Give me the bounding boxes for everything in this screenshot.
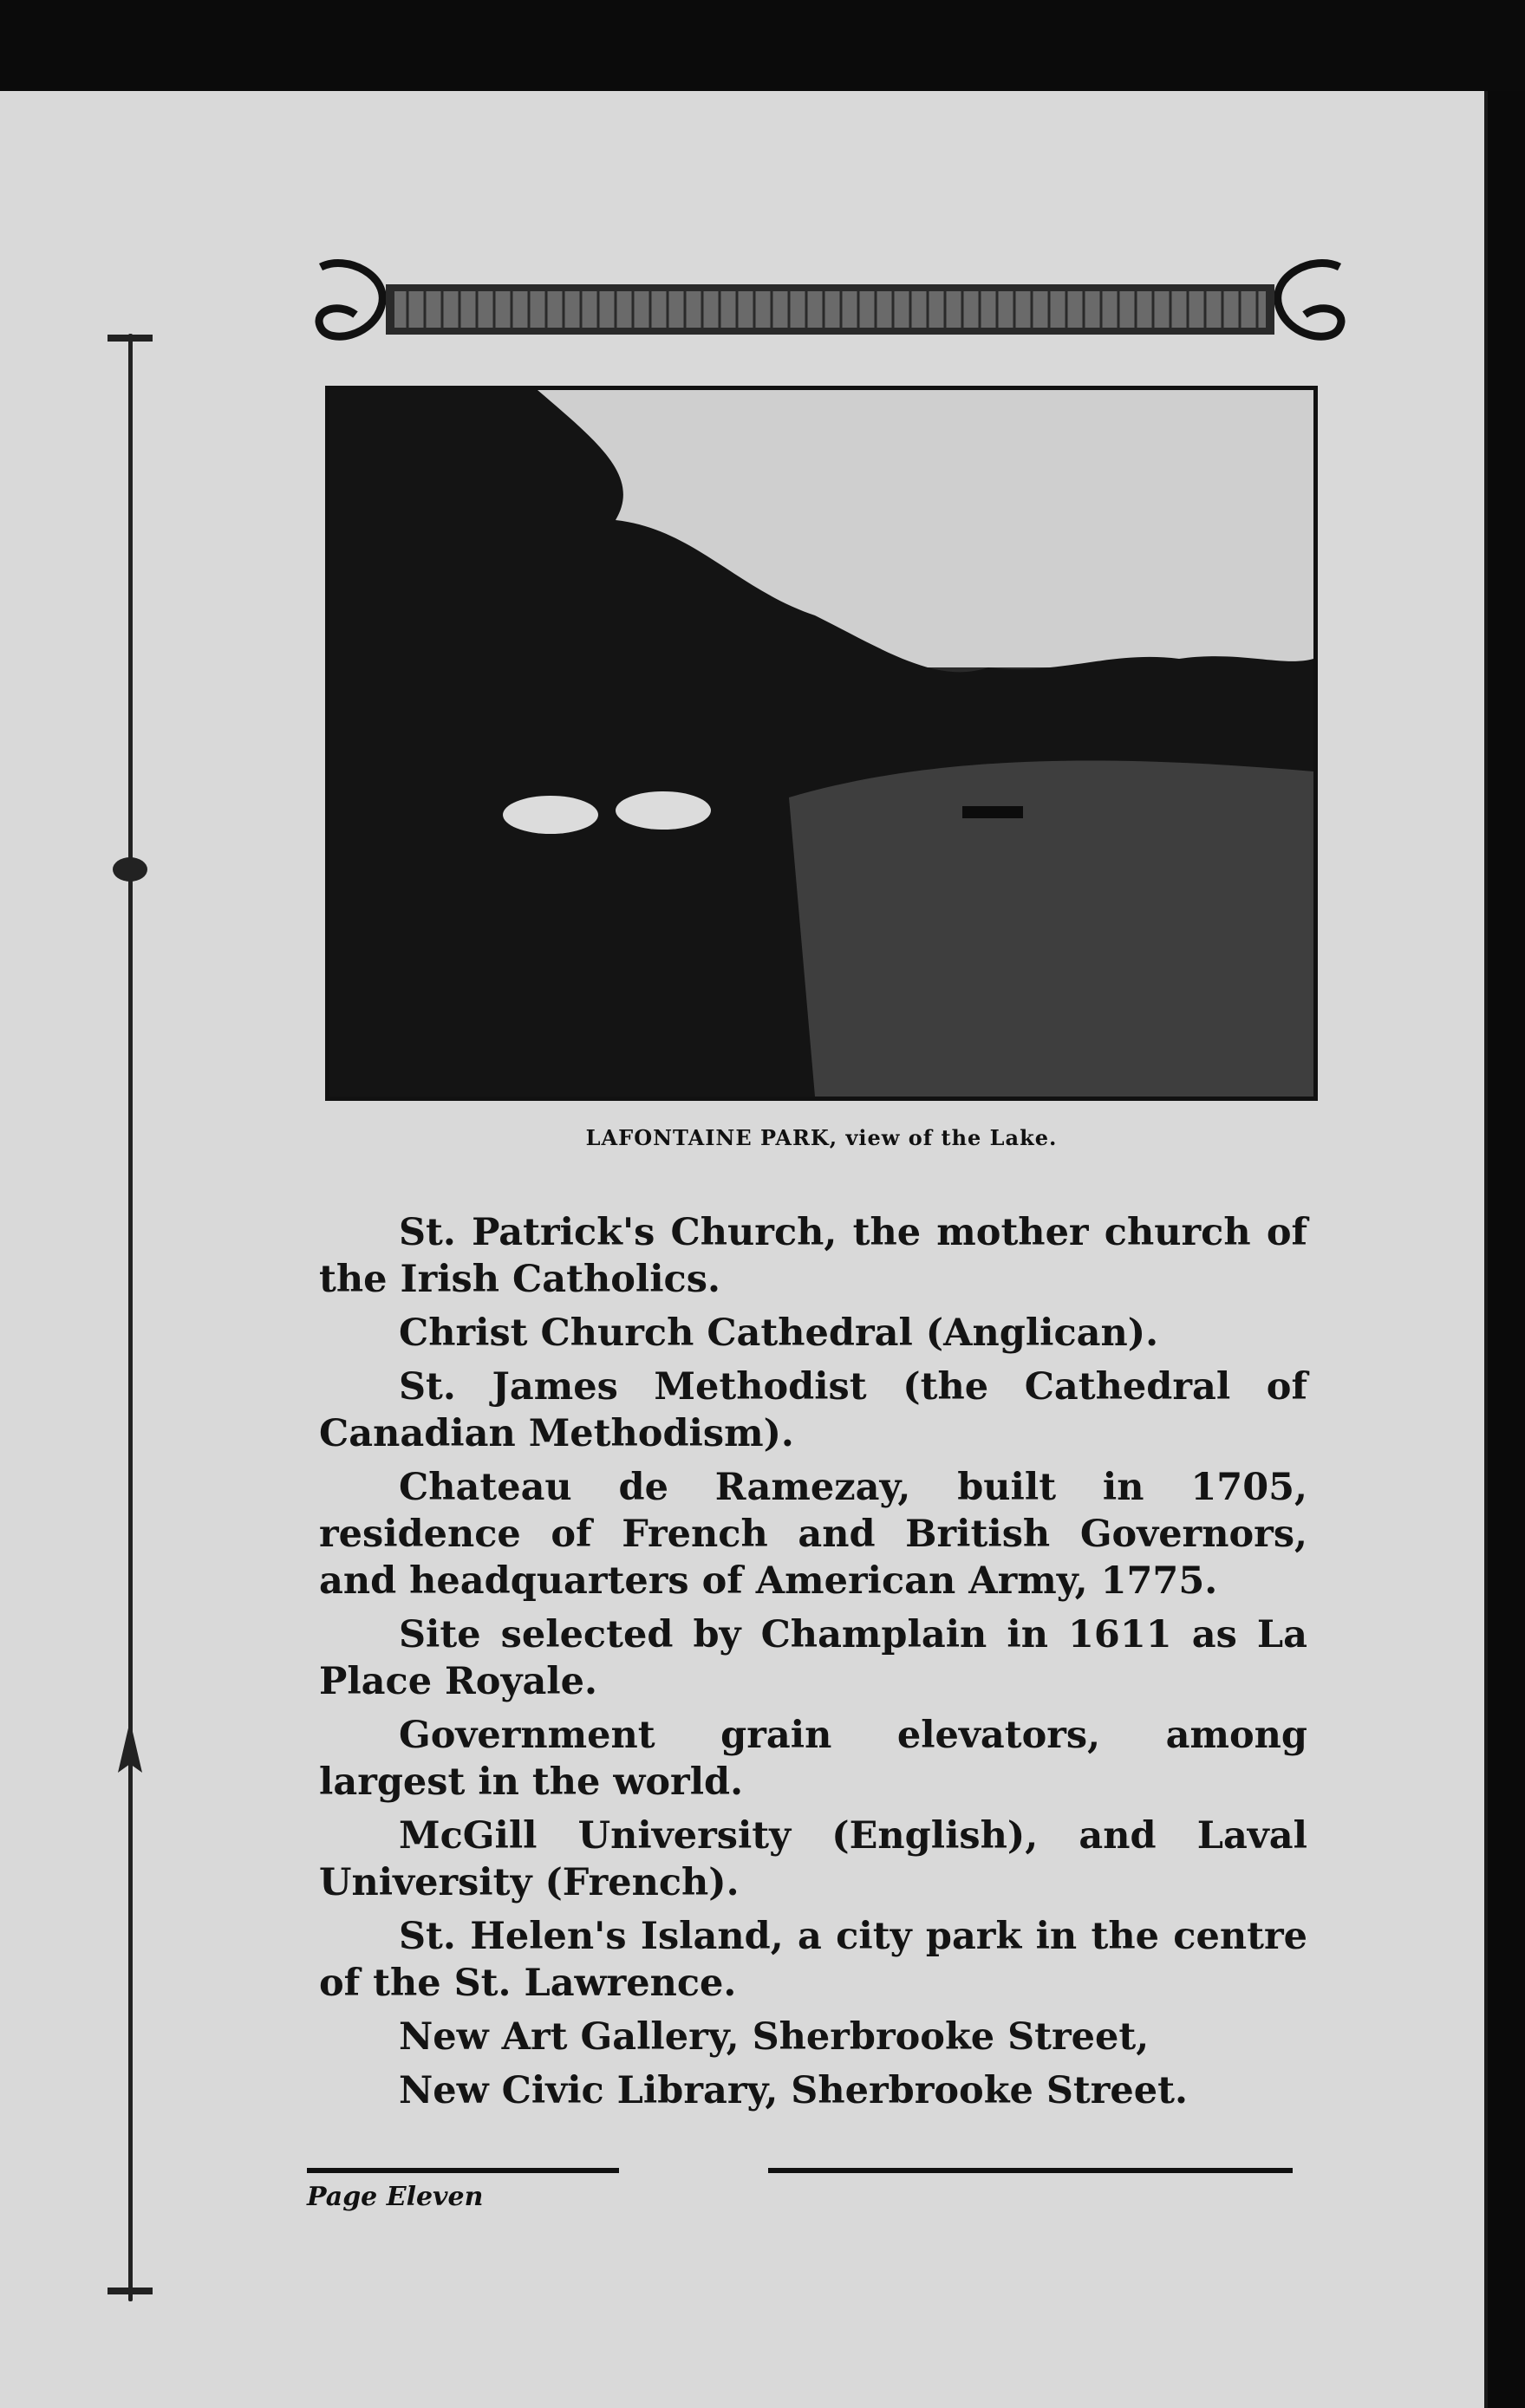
paragraph-civic-library: New Civic Library, Sherbrooke Street. <box>399 2069 1188 2112</box>
margin-ornament-top <box>108 322 153 354</box>
page-number: Page Eleven <box>307 2182 484 2212</box>
page-edge-shadow <box>1488 91 1525 2408</box>
header-ornament <box>312 250 1348 362</box>
margin-decorative-rule <box>128 334 133 2301</box>
footer-rule-left <box>307 2168 619 2173</box>
lafontaine-park-photo <box>325 386 1318 1101</box>
photo-caption: LAFONTAINE PARK, view of the Lake. <box>585 1125 1058 1150</box>
margin-ornament-flourish <box>108 1721 153 1781</box>
footer-rule-right <box>768 2168 1293 2173</box>
landmarks-list <box>319 1209 1307 2121</box>
paragraph-st-helens-island: St. Helen's Island, a city park in the centre of the St. Lawrence. <box>319 1915 1307 2005</box>
margin-ornament-bottom <box>108 2275 153 2307</box>
paragraph-universities: McGill University (English), and Laval University (French). <box>319 1814 1307 1904</box>
paragraph-chateau-de-ramezay: Chateau de Ramezay, built in 1705, residence of French and British Governors, and headquarters of American Army, 1775. <box>319 1466 1307 1603</box>
paragraph-grain-elevators: Government grain elevators, among largest in the world. <box>319 1714 1307 1804</box>
paragraph-art-gallery: New Art Gallery, Sherbrooke Street, <box>399 2015 1150 2059</box>
paragraph-st-patricks: St. Patrick's Church, the mother church of the Irish Catholics. <box>319 1211 1307 1301</box>
margin-ornament-mid <box>108 854 153 885</box>
paragraph-christ-church: Christ Church Cathedral (Anglican). <box>399 1311 1159 1355</box>
paragraph-champlain-site: Site selected by Champlain in 1611 as La Place Royale. <box>319 1613 1307 1703</box>
paragraph-st-james: St. James Methodist (the Cathedral of Canadian Methodism). <box>319 1365 1307 1455</box>
